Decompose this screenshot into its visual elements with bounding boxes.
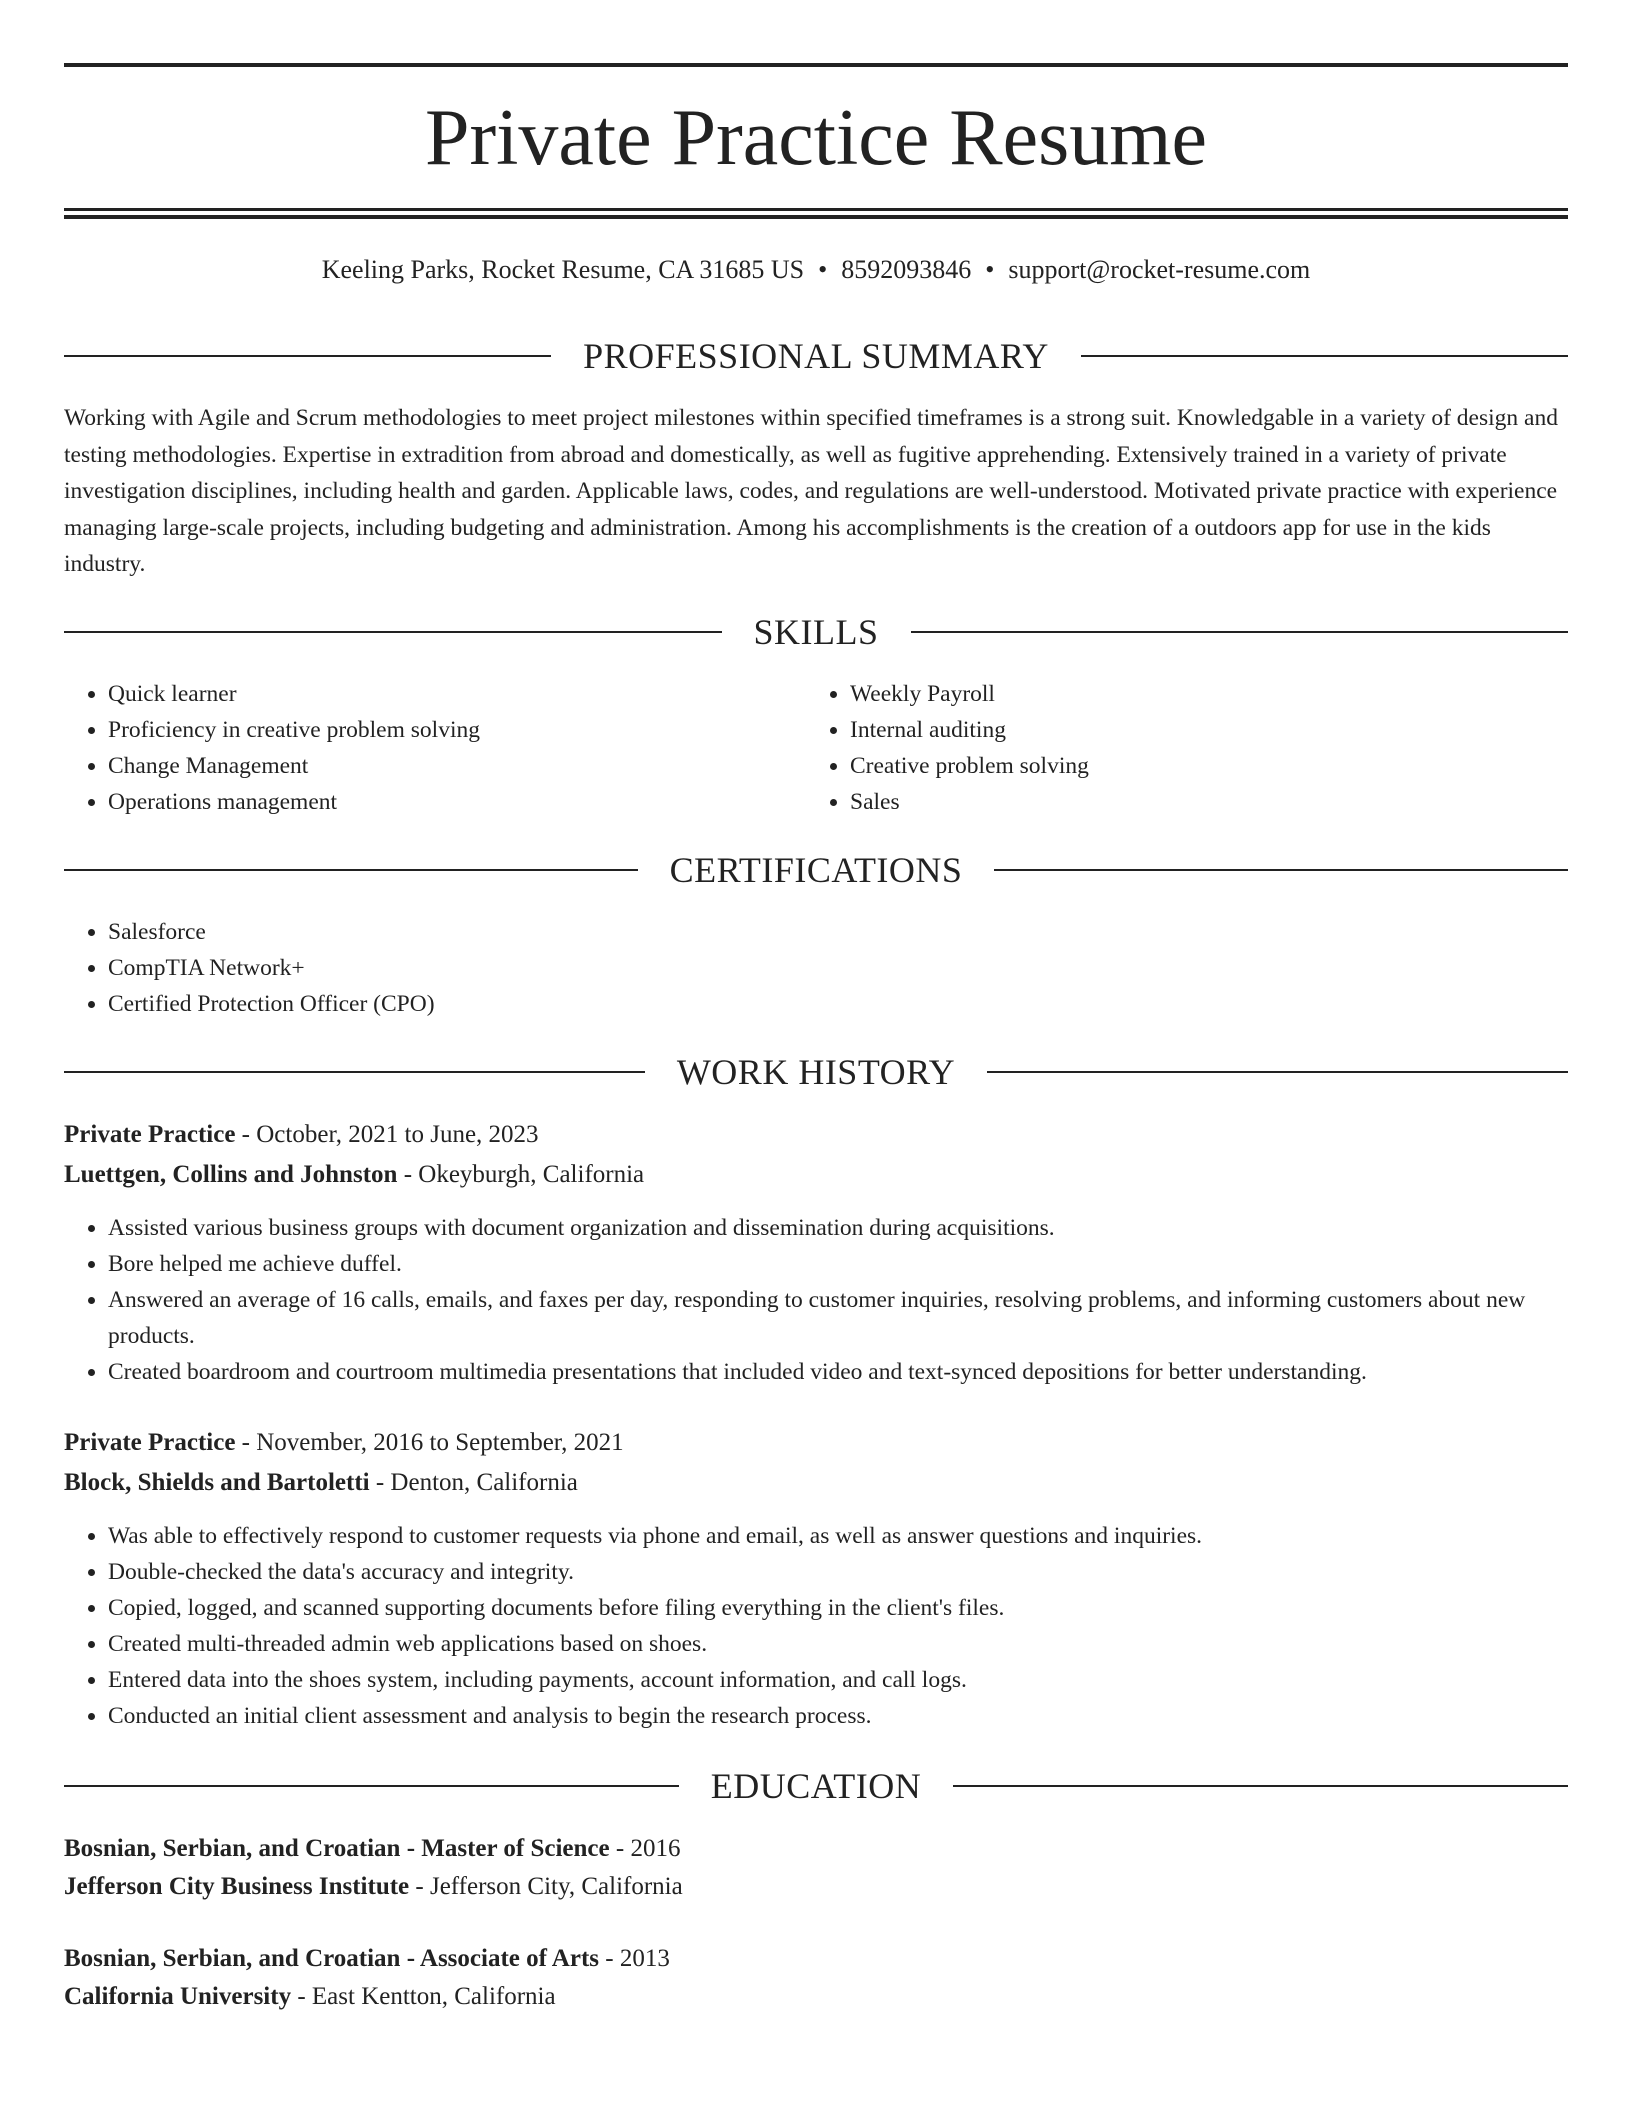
skill-item: • Operations management bbox=[108, 784, 808, 820]
job-bullet: • Bore helped me achieve duffel. bbox=[108, 1246, 1568, 1282]
job-company: Luettgen, Collins and Johnston bbox=[64, 1161, 398, 1188]
title-double-rule-upper bbox=[64, 208, 1568, 211]
job-bullet: • Entered data into the shoes system, including payments, account information, and call logs. bbox=[108, 1662, 1568, 1698]
education-year: - 2016 bbox=[609, 1835, 681, 1862]
job-title: Private Practice bbox=[64, 1121, 236, 1148]
section-rule bbox=[1081, 355, 1568, 357]
job-title-line bbox=[64, 1424, 1568, 1462]
section-rule bbox=[64, 869, 638, 871]
education-location: - East Kentton, California bbox=[291, 1983, 556, 2010]
section-heading-education bbox=[64, 1764, 1568, 1808]
education-school-line bbox=[64, 1978, 1568, 2016]
skill-item: • Internal auditing bbox=[850, 712, 1550, 748]
skill-item: • Creative problem solving bbox=[850, 748, 1550, 784]
section-heading-skills bbox=[64, 610, 1568, 654]
contact-line bbox=[64, 252, 1568, 288]
education-degree-line bbox=[64, 1940, 1568, 1978]
section-title: SKILLS bbox=[753, 612, 879, 652]
education-school: California University bbox=[64, 1983, 292, 2010]
job-dates: - November, 2016 to September, 2021 bbox=[235, 1429, 624, 1456]
job-bullet: • Created boardroom and courtroom multimedia presentations that included video and text-synced depositions for better understanding. bbox=[108, 1354, 1568, 1390]
job-bullet: • Conducted an initial client assessment and analysis to begin the research process. bbox=[108, 1698, 1568, 1734]
job-bullet: • Copied, logged, and scanned supporting documents before filing everything in the client's files. bbox=[108, 1590, 1568, 1626]
section-title: PROFESSIONAL SUMMARY bbox=[583, 336, 1049, 376]
section-heading-work-history bbox=[64, 1050, 1568, 1094]
section-rule bbox=[64, 1071, 645, 1073]
section-heading-summary bbox=[64, 334, 1568, 378]
section-rule bbox=[953, 1785, 1568, 1787]
education-school-line bbox=[64, 1868, 1568, 1906]
section-rule bbox=[994, 869, 1568, 871]
education-location: - Jefferson City, California bbox=[409, 1873, 683, 1900]
certification-item: • Salesforce bbox=[108, 914, 1568, 950]
section-rule bbox=[64, 355, 551, 357]
section-rule bbox=[64, 631, 722, 633]
job-title-line bbox=[64, 1116, 1568, 1154]
section-rule bbox=[911, 631, 1569, 633]
skill-item: • Quick learner bbox=[108, 676, 808, 712]
contact-separator: • bbox=[818, 255, 828, 284]
job-bullet: • Created multi-threaded admin web applications based on shoes. bbox=[108, 1626, 1568, 1662]
certification-item: • Certified Protection Officer (CPO) bbox=[108, 986, 1568, 1022]
job-bullet: • Double-checked the data's accuracy and integrity. bbox=[108, 1554, 1568, 1590]
job-location: - Denton, California bbox=[369, 1469, 578, 1496]
job-company-line bbox=[64, 1156, 1568, 1194]
top-rule bbox=[64, 63, 1568, 67]
section-heading-certifications bbox=[64, 848, 1568, 892]
section-rule bbox=[64, 1785, 679, 1787]
education-degree: Bosnian, Serbian, and Croatian - Associate of Arts bbox=[64, 1945, 600, 1972]
section-rule bbox=[987, 1071, 1568, 1073]
job-location: - Okeyburgh, California bbox=[397, 1161, 645, 1188]
contact-phone: 8592093846 bbox=[841, 255, 972, 284]
skill-item: • Sales bbox=[850, 784, 1550, 820]
contact-email: support@rocket-resume.com bbox=[1008, 255, 1311, 284]
education-school: Jefferson City Business Institute bbox=[64, 1873, 410, 1900]
education-degree-line bbox=[64, 1830, 1568, 1868]
job-bullet: • Was able to effectively respond to customer requests via phone and email, as well as answer questions and inquiries. bbox=[108, 1518, 1568, 1554]
job-company: Block, Shields and Bartoletti bbox=[64, 1469, 370, 1496]
job-bullet: • Assisted various business groups with document organization and dissemination during acquisitions. bbox=[108, 1210, 1568, 1246]
certification-item: • CompTIA Network+ bbox=[108, 950, 1568, 986]
certifications-list bbox=[64, 914, 1568, 1022]
skill-item: • Proficiency in creative problem solving bbox=[108, 712, 808, 748]
contact-separator: • bbox=[985, 255, 995, 284]
education-degree: Bosnian, Serbian, and Croatian - Master of Science bbox=[64, 1835, 610, 1862]
skill-item: • Change Management bbox=[108, 748, 808, 784]
job-dates: - October, 2021 to June, 2023 bbox=[235, 1121, 539, 1148]
job-bullets bbox=[64, 1210, 1568, 1390]
page-title: Private Practice Resume bbox=[425, 94, 1207, 182]
skills-list-right bbox=[806, 676, 1550, 820]
summary-text: Working with Agile and Scrum methodologies to meet project milestones within specified timeframes is a strong suit. Knowledgable in a variety of design and testing methodologies. Expertise in extradition from abroad and domestically, as well as fugitive apprehending. Extensively trained in a variety of private investigation disciplines, including health and garden. Applicable laws, codes, and regulations are well-understood. Motivated private practice with experience managing large-scale projects, including budgeting and administration. Among his accomplishments is the creation of a outdoors app for use in the kids industry. bbox=[64, 405, 1558, 577]
job-title: Private Practice bbox=[64, 1429, 236, 1456]
skill-item: • Weekly Payroll bbox=[850, 676, 1550, 712]
section-title: EDUCATION bbox=[710, 1766, 922, 1806]
skills-list-left bbox=[64, 676, 808, 820]
job-company-line bbox=[64, 1464, 1568, 1502]
title-double-rule-lower bbox=[64, 215, 1568, 219]
section-title: CERTIFICATIONS bbox=[669, 850, 963, 890]
education-year: - 2013 bbox=[599, 1945, 670, 1972]
section-title: WORK HISTORY bbox=[676, 1052, 956, 1092]
contact-address: Keeling Parks, Rocket Resume, CA 31685 US bbox=[321, 255, 805, 284]
job-bullet: • Answered an average of 16 calls, emails, and faxes per day, responding to customer inquiries, resolving problems, and informing customers about new products. bbox=[108, 1282, 1568, 1354]
job-bullets bbox=[64, 1518, 1568, 1734]
